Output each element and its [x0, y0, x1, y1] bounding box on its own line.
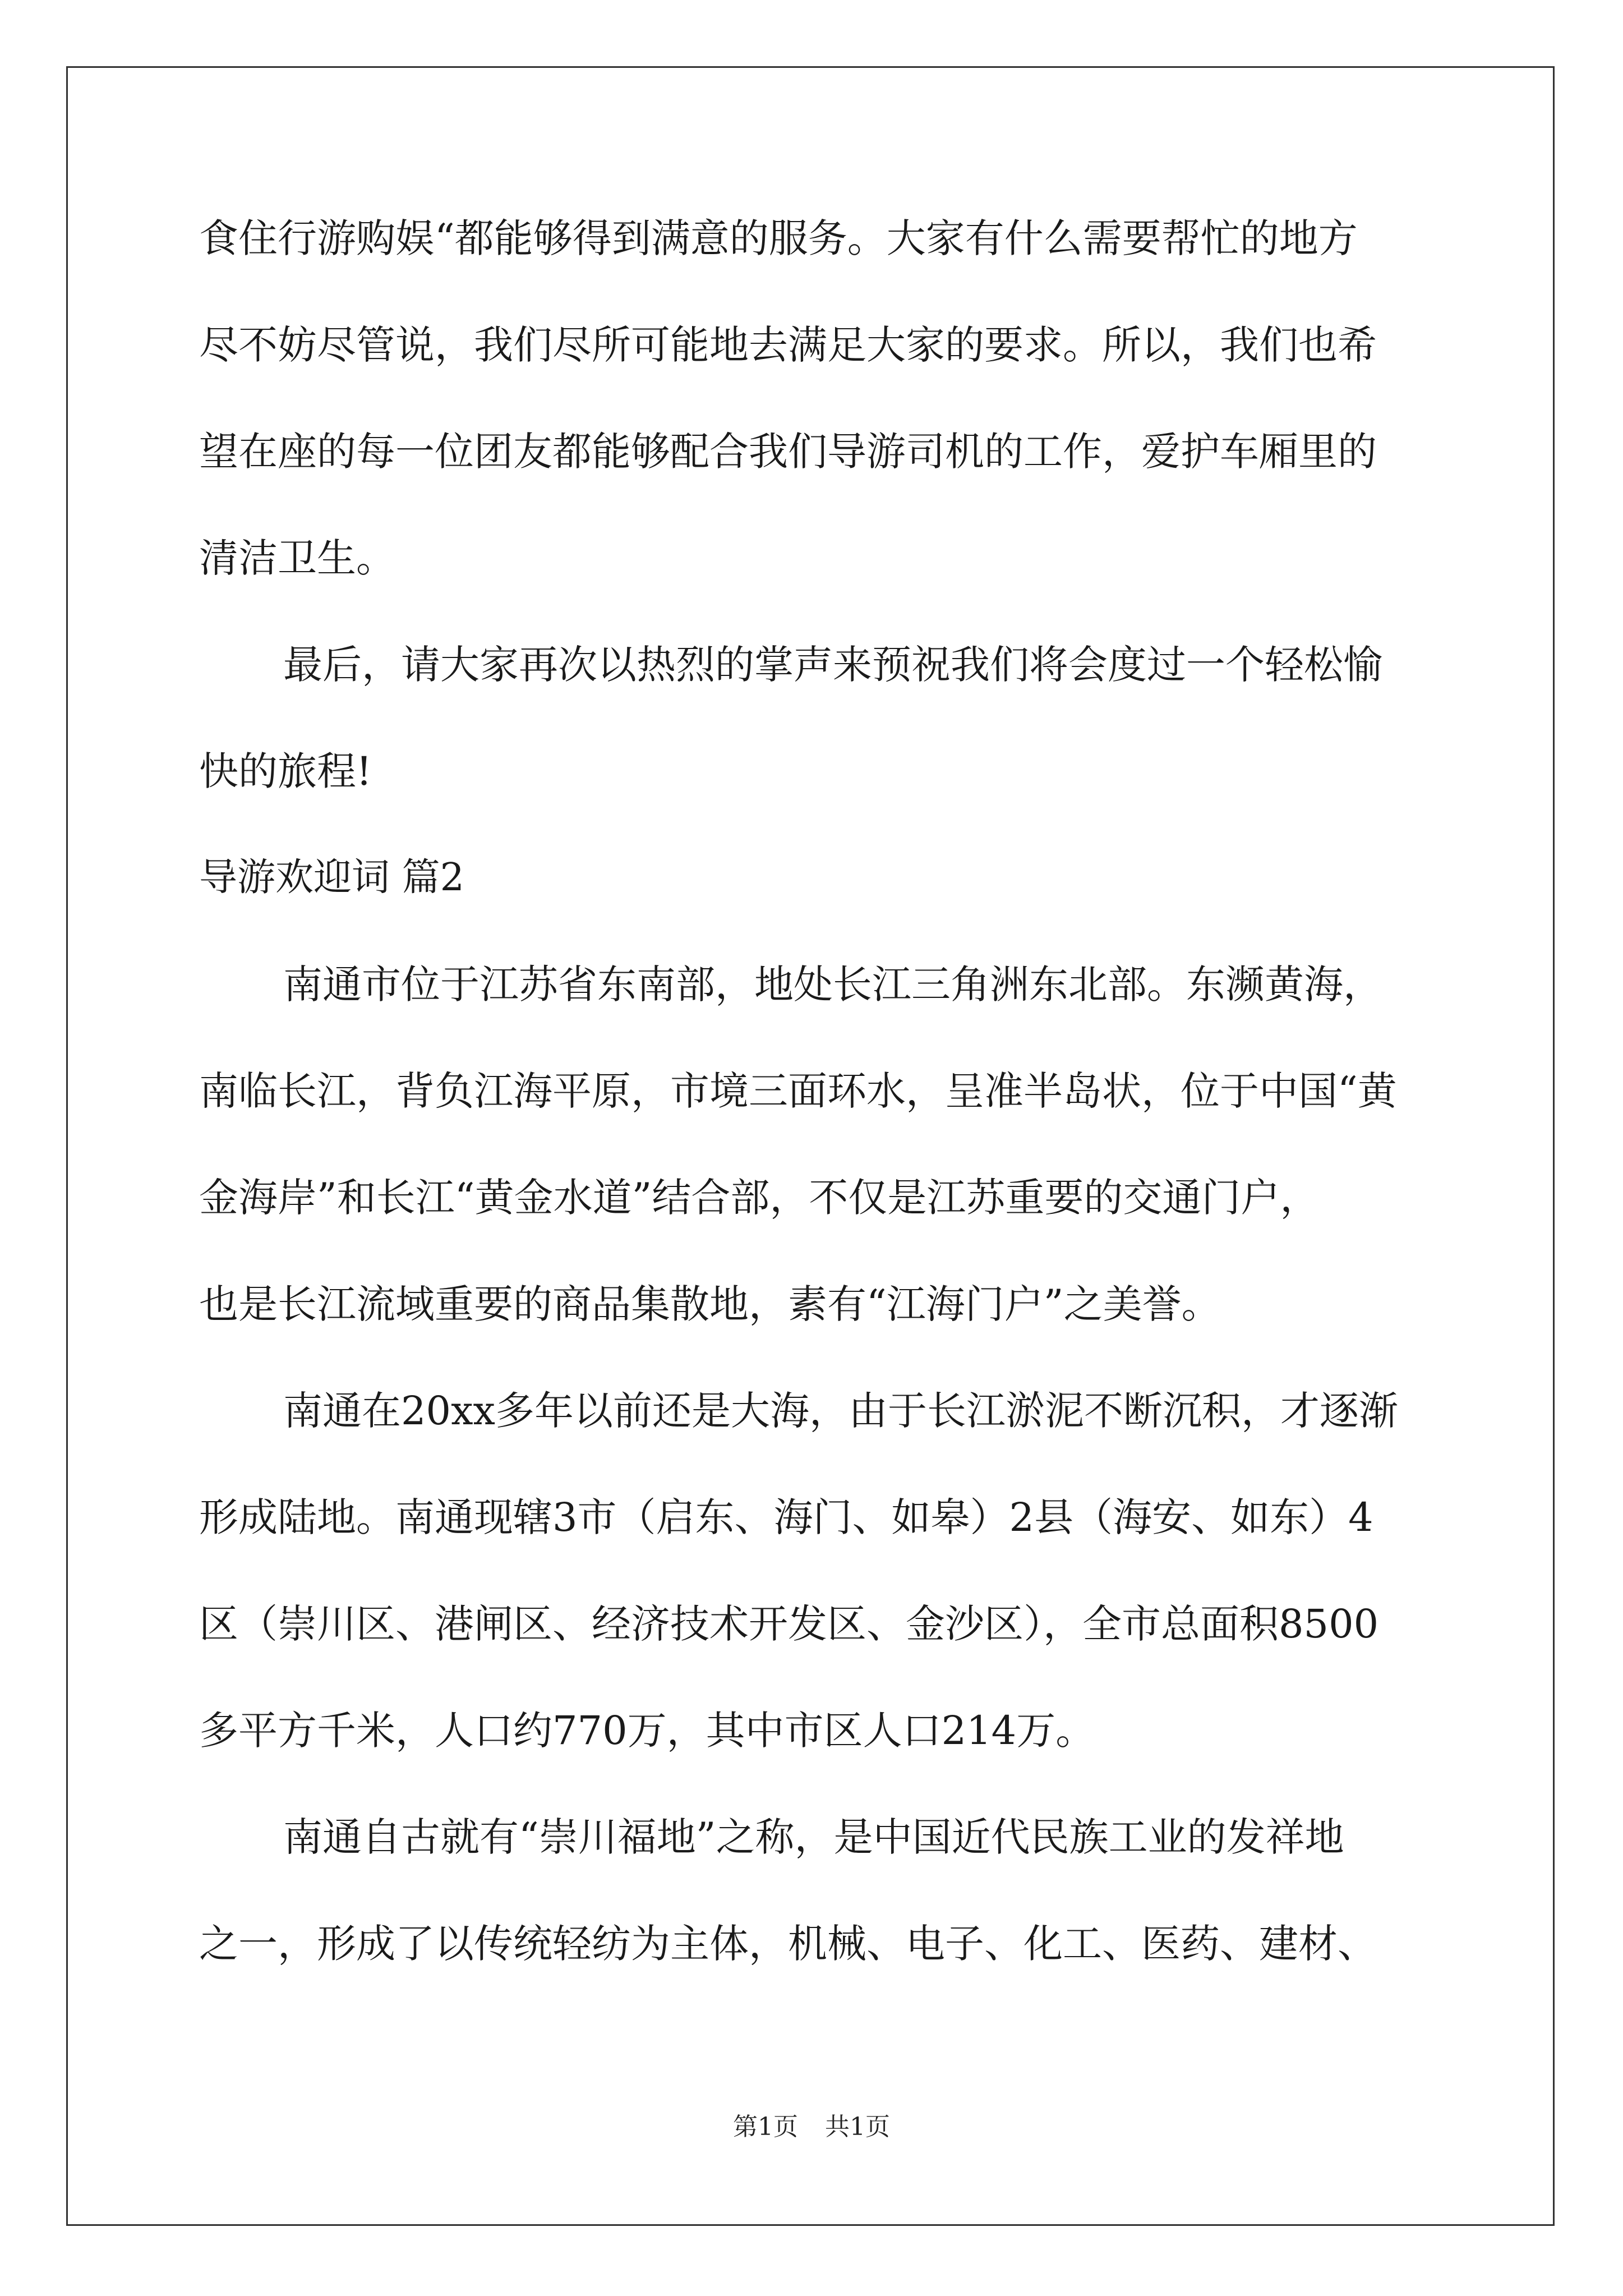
page-number: 第1页 [733, 2113, 798, 2141]
text-line: 清洁卫生。 [199, 535, 395, 581]
text-line: 望在座的每一位团友都能够配合我们导游司机的工作，爱护车厢里的 [199, 429, 1377, 475]
text-line: 形成陆地。南通现辖3市（启东、海门、如皋）2县（海安、如东）4 [199, 1494, 1373, 1540]
text-line: 南临长江，背负江海平原，市境三面环水，呈准半岛状，位于中国“黄 [199, 1068, 1397, 1114]
text-line: 也是长江流域重要的商品集散地，素有“江海门户”之美誉。 [199, 1281, 1221, 1327]
text-line: 食住行游购娱“都能够得到满意的服务。大家有什么需要帮忙的地方 [199, 215, 1358, 261]
text-line: 区（崇川区、港闸区、经济技术开发区、金沙区），全市总面积8500 [199, 1601, 1379, 1647]
text-line: 南通自古就有“崇川福地”之称，是中国近代民族工业的发祥地 [283, 1814, 1344, 1860]
text-line: 多平方千米，人口约770万，其中市区人口214万。 [199, 1708, 1095, 1754]
text-line: 金海岸”和长江“黄金水道”结合部，不仅是江苏重要的交通门户， [199, 1175, 1320, 1221]
text-line: 南通在20xx多年以前还是大海，由于长江淤泥不断沉积，才逐渐 [283, 1388, 1399, 1434]
section-heading: 导游欢迎词 篇2 [199, 855, 464, 900]
text-line: 之一，形成了以传统轻纺为主体，机械、电子、化工、医药、建材、 [199, 1921, 1377, 1967]
text-line: 最后，请大家再次以热烈的掌声来预祝我们将会度过一个轻松愉 [283, 642, 1382, 688]
text-line: 尽不妨尽管说，我们尽所可能地去满足大家的要求。所以，我们也希 [199, 322, 1377, 368]
text-line: 南通市位于江苏省东南部，地处长江三角洲东北部。东濒黄海， [283, 961, 1382, 1007]
page-total: 共1页 [825, 2113, 890, 2141]
page-footer [0, 2106, 1623, 2142]
document-body [199, 208, 1433, 2019]
text-line: 快的旅程! [199, 748, 372, 794]
